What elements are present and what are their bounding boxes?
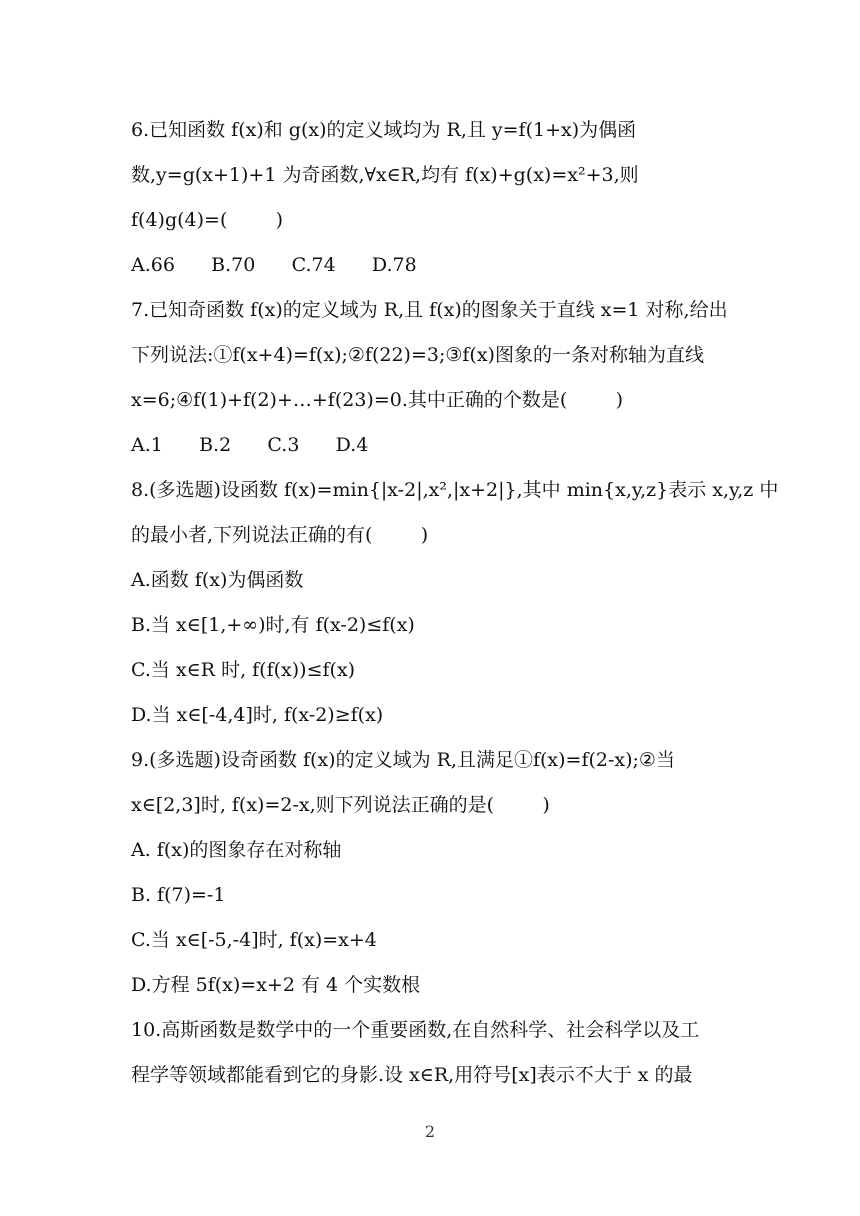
q10-line-2: 程学等领域都能看到它的身影.设 x∈R,用符号[x]表示不大于 x 的最 — [131, 1064, 693, 1086]
q6-line-2: 数,y=g(x+1)+1 为奇函数,∀x∈R,均有 f(x)+g(x)=x²+3,则 — [131, 164, 639, 186]
q9-option-c: C.当 x∈[-5,-4]时, f(x)=x+4 — [131, 929, 377, 951]
page-number: 2 — [424, 1122, 436, 1141]
q8-line-1: 8.(多选题)设函数 f(x)=min{|x-2|,x²,|x+2|},其中 min{x,y,z}表示 x,y,z 中 — [131, 479, 779, 501]
q6-options: A.66 B.70 C.74 D.78 — [131, 254, 417, 276]
q9-option-b: B. f(7)=-1 — [131, 884, 226, 906]
q7-line-2: 下列说法:①f(x+4)=f(x);②f(22)=3;③f(x)图象的一条对称轴为直线 — [131, 344, 704, 366]
q7-line-1: 7.已知奇函数 f(x)的定义域为 R,且 f(x)的图象关于直线 x=1 对称,给出 — [131, 299, 728, 321]
q10-line-1: 10.高斯函数是数学中的一个重要函数,在自然科学、社会科学以及工 — [131, 1019, 700, 1041]
q9-line-1: 9.(多选题)设奇函数 f(x)的定义域为 R,且满足①f(x)=f(2-x);②当 — [131, 749, 675, 771]
q7-options: A.1 B.2 C.3 D.4 — [131, 434, 369, 456]
q8-option-c: C.当 x∈R 时, f(f(x))≤f(x) — [131, 659, 356, 681]
q9-line-2: x∈[2,3]时, f(x)=2-x,则下列说法正确的是( ) — [131, 794, 550, 816]
q6-line-1: 6.已知函数 f(x)和 g(x)的定义域均为 R,且 y=f(1+x)为偶函 — [131, 119, 637, 141]
q9-option-d: D.方程 5f(x)=x+2 有 4 个实数根 — [131, 974, 421, 996]
q8-option-d: D.当 x∈[-4,4]时, f(x-2)≥f(x) — [131, 704, 384, 726]
q8-option-b: B.当 x∈[1,+∞)时,有 f(x-2)≤f(x) — [131, 614, 415, 636]
q6-line-3: f(4)g(4)=( ) — [131, 209, 284, 231]
q8-line-2: 的最小者,下列说法正确的有( ) — [131, 524, 429, 546]
q9-option-a: A. f(x)的图象存在对称轴 — [131, 839, 342, 861]
q7-line-3: x=6;④f(1)+f(2)+…+f(23)=0.其中正确的个数是( ) — [131, 389, 624, 411]
q8-option-a: A.函数 f(x)为偶函数 — [131, 569, 304, 591]
